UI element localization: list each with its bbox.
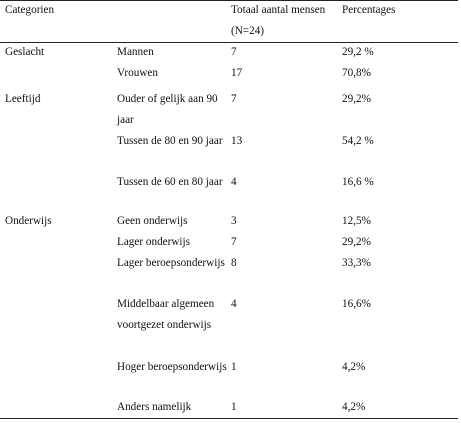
row-percentage: 29,2%: [342, 93, 371, 105]
row-percentage: 70,8%: [342, 67, 371, 79]
row-count: 1: [231, 401, 237, 413]
table-bottom-rule: [0, 418, 458, 419]
row-label: Vrouwen: [117, 67, 158, 79]
row-count: 7: [231, 93, 237, 105]
row-label: Tussen de 80 en 90 jaar: [117, 135, 223, 147]
row-label: Lager beroepsonderwijs: [117, 257, 225, 269]
row-percentage: 33,3%: [342, 257, 371, 269]
row-count: 7: [231, 236, 237, 248]
row-count: 7: [231, 46, 237, 58]
group-name: Leeftijd: [5, 93, 41, 105]
header-total: Totaal aantal mensen: [231, 4, 326, 16]
row-count: 17: [231, 67, 243, 79]
header-category: Categorien: [5, 4, 55, 16]
row-count: 8: [231, 257, 237, 269]
row-count: 13: [231, 135, 243, 147]
header-total-n: (N=24): [231, 25, 265, 37]
row-label: Lager onderwijs: [117, 236, 191, 248]
row-percentage: 29,2 %: [342, 46, 374, 58]
row-label: Tussen de 60 en 80 jaar: [117, 176, 223, 188]
table-header-rule: [0, 42, 458, 43]
row-percentage: 4,2%: [342, 361, 366, 373]
row-percentage: 29,2%: [342, 236, 371, 248]
header-percentages: Percentages: [342, 4, 396, 16]
row-label: Middelbaar algemeen voortgezet onderwijs: [117, 298, 215, 331]
group-name: Onderwijs: [5, 215, 52, 227]
row-percentage: 4,2%: [342, 401, 366, 413]
row-label: Anders namelijk: [117, 401, 192, 413]
row-count: 4: [231, 298, 237, 310]
row-label: Ouder of gelijk aan 90 jaar: [117, 93, 218, 126]
row-label: Mannen: [117, 46, 154, 58]
row-percentage: 16,6%: [342, 298, 371, 310]
row-count: 4: [231, 176, 237, 188]
group-name: Geslacht: [5, 46, 45, 58]
row-count: 1: [231, 361, 237, 373]
row-label: Hoger beroepsonderwijs: [117, 361, 227, 373]
row-percentage: 16,6 %: [342, 176, 374, 188]
row-percentage: 12,5%: [342, 215, 371, 227]
row-percentage: 54,2 %: [342, 135, 374, 147]
row-count: 3: [231, 215, 237, 227]
row-label: Geen onderwijs: [117, 215, 188, 227]
